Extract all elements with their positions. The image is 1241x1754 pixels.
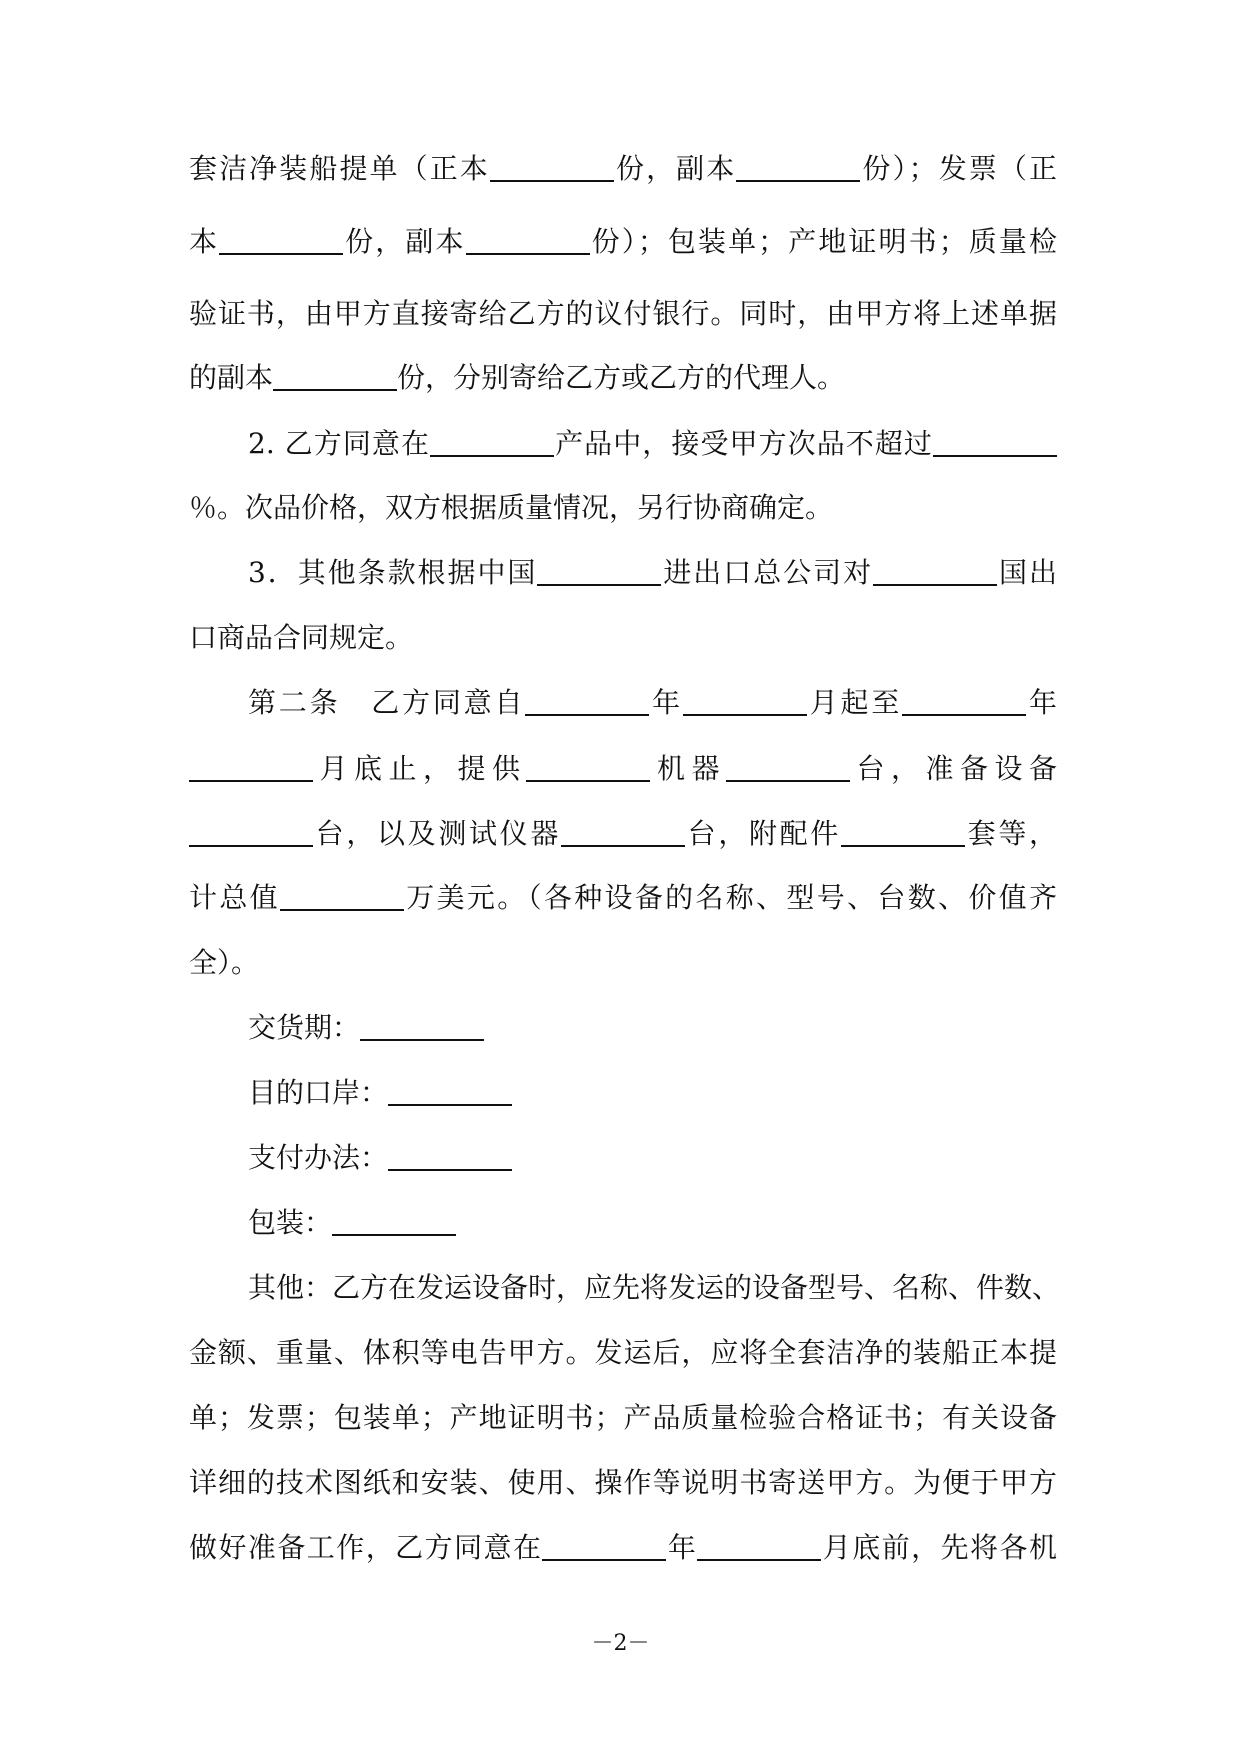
fill-blank[interactable] bbox=[490, 150, 614, 182]
fill-blank[interactable] bbox=[561, 815, 685, 847]
text-line-13: 全）。 bbox=[189, 946, 260, 979]
fill-blank[interactable] bbox=[525, 684, 649, 716]
destination-port-blank[interactable] bbox=[388, 1074, 512, 1106]
fill-blank[interactable] bbox=[902, 684, 1026, 716]
fill-blank[interactable] bbox=[219, 223, 343, 255]
packaging-blank[interactable] bbox=[332, 1204, 456, 1236]
text-line-2: 本 份，副本 份）；包装单；产地证明书；质量检 bbox=[189, 225, 1057, 258]
delivery-period-line: 交货期： bbox=[248, 1008, 484, 1048]
fill-blank[interactable] bbox=[466, 223, 590, 255]
text-line-1: 套洁净装船提单（正本 份，副本 份）；发票（正 bbox=[189, 152, 1057, 185]
payment-method-blank[interactable] bbox=[388, 1139, 512, 1171]
fill-blank[interactable] bbox=[697, 1529, 821, 1561]
text-line-7: 3．其他条款根据中国 进出口总公司对 国出 bbox=[248, 556, 1057, 589]
text-line-21: 详细的技术图纸和安装、使用、操作等说明书寄送甲方。为便于甲方 bbox=[189, 1466, 1057, 1499]
fill-blank[interactable] bbox=[841, 815, 965, 847]
packaging-line: 包装： bbox=[248, 1203, 456, 1243]
text-line-3: 验证书，由甲方直接寄给乙方的议付银行。同时，由甲方将上述单据 bbox=[189, 297, 1057, 330]
text-line-19: 金额、重量、体积等电告甲方。发运后，应将全套洁净的装船正本提 bbox=[189, 1336, 1057, 1369]
text-line-11: 台，以及测试仪器 台，附配件 套等， bbox=[189, 814, 1057, 854]
text-line-6: ％。次品价格，双方根据质量情况，另行协商确定。 bbox=[189, 491, 834, 524]
text-line-4: 的副本 份，分别寄给乙方或乙方的代理人。 bbox=[189, 361, 846, 394]
destination-port-line: 目的口岸： bbox=[248, 1073, 512, 1113]
page-number: －2－ bbox=[591, 1631, 650, 1656]
fill-blank[interactable] bbox=[726, 750, 850, 782]
text-line-20: 单；发票；包装单；产地证明书；产品质量检验合格证书；有关设备 bbox=[189, 1401, 1057, 1434]
payment-method-line: 支付办法： bbox=[248, 1138, 512, 1178]
fill-blank[interactable] bbox=[526, 750, 650, 782]
article-2-heading-line: 第二条 乙方同意自 年 月起至 年 bbox=[248, 686, 1057, 719]
fill-blank[interactable] bbox=[736, 150, 860, 182]
fill-blank[interactable] bbox=[873, 554, 997, 586]
text-line-8: 口商品合同规定。 bbox=[189, 621, 414, 654]
text-line-18: 其他：乙方在发运设备时，应先将发运的设备型号、名称、件数、 bbox=[248, 1271, 1061, 1304]
text-line-22: 做好准备工作，乙方同意在 年 月底前，先将各机 bbox=[189, 1531, 1057, 1564]
fill-blank[interactable] bbox=[189, 750, 313, 782]
fill-blank[interactable] bbox=[537, 554, 661, 586]
text-line-12: 计总值 万美元。（各种设备的名称、型号、台数、价值齐 bbox=[189, 881, 1057, 914]
delivery-period-blank[interactable] bbox=[360, 1009, 484, 1041]
fill-blank[interactable] bbox=[189, 815, 313, 847]
text-line-5: 2. 乙方同意在 产品中，接受甲方次品不超过 bbox=[248, 424, 1057, 464]
fill-blank[interactable] bbox=[933, 425, 1057, 457]
fill-blank[interactable] bbox=[542, 1529, 666, 1561]
fill-blank[interactable] bbox=[273, 359, 397, 391]
fill-blank[interactable] bbox=[683, 684, 807, 716]
fill-blank[interactable] bbox=[280, 879, 404, 911]
text-line-10: 月底止，提供 机器 台，准备设备 bbox=[189, 749, 1057, 789]
fill-blank[interactable] bbox=[430, 425, 554, 457]
